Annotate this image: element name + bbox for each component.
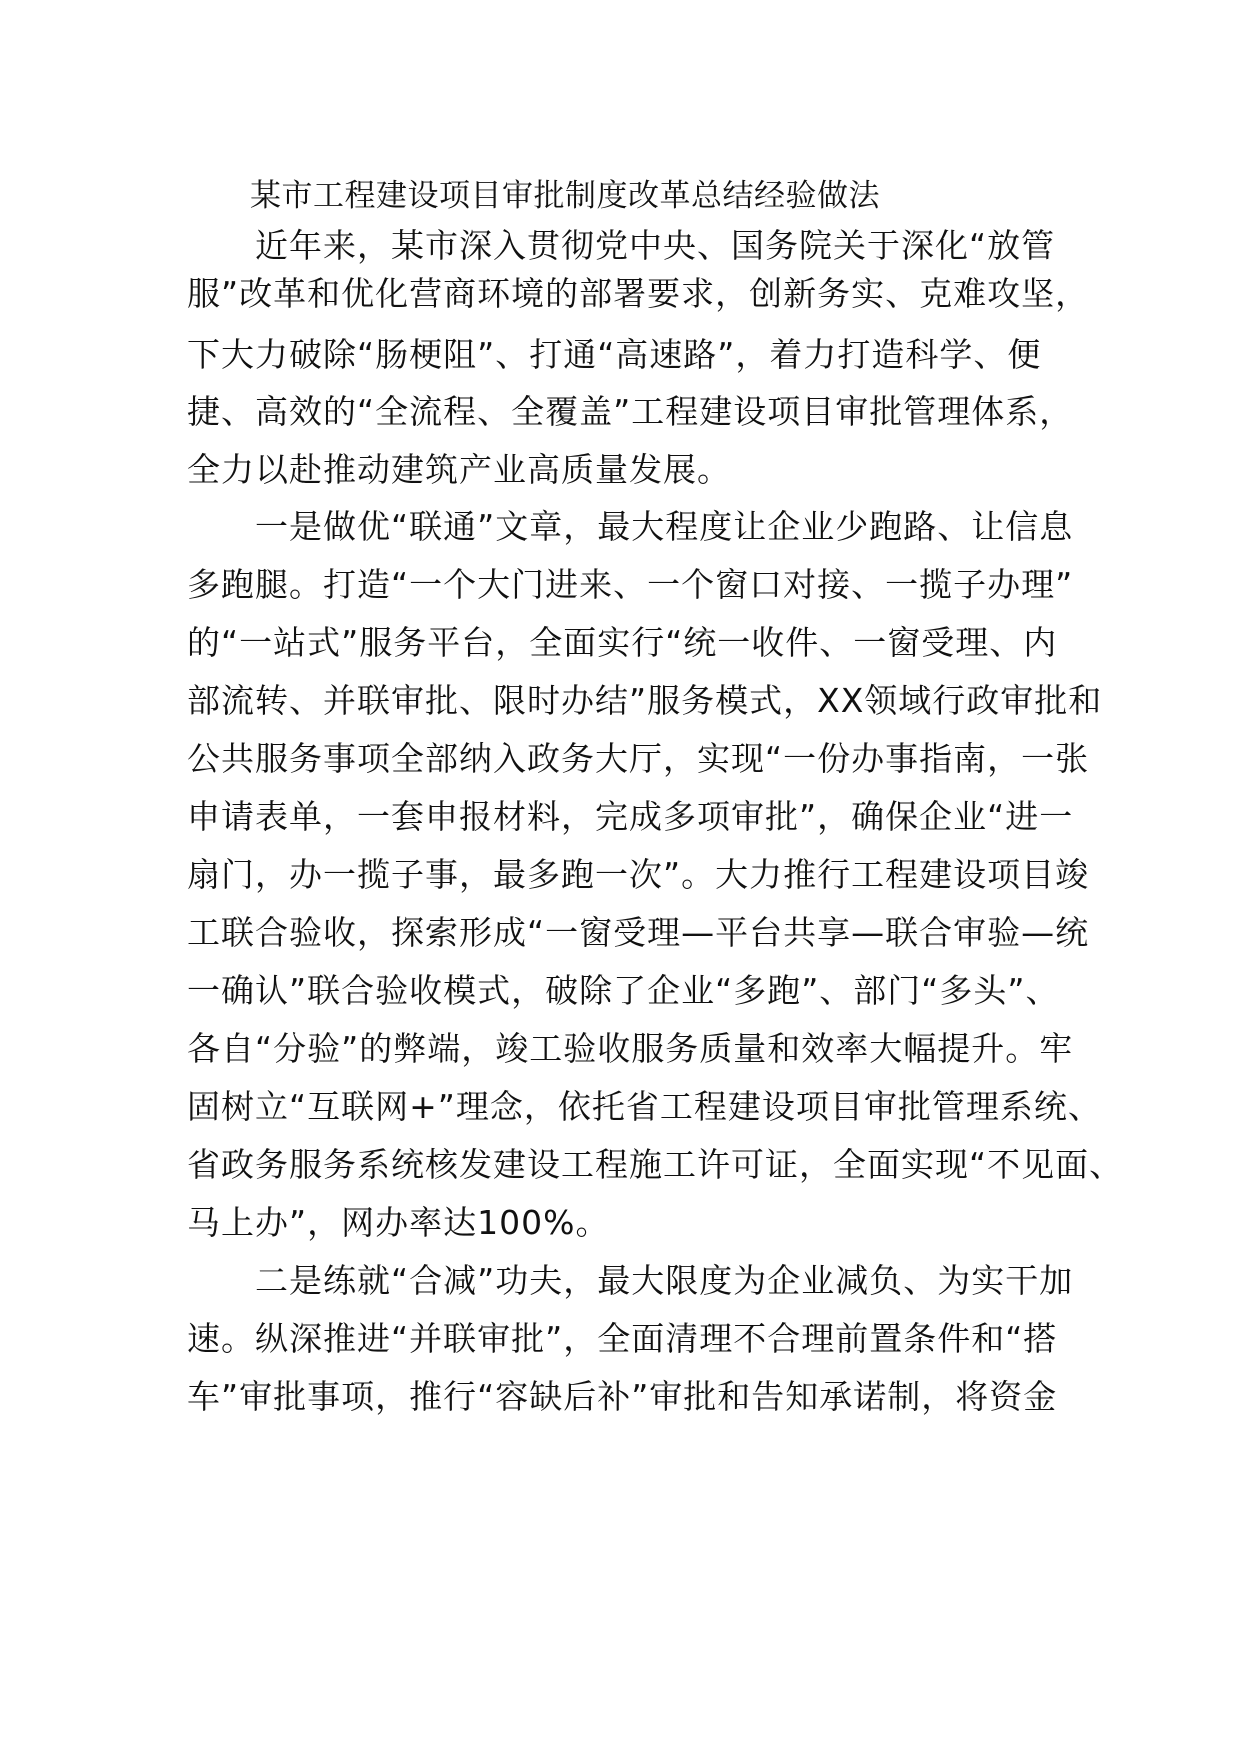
paragraph-line: 公共服务事项全部纳入政务大厅，实现“一份办事指南，一张 bbox=[187, 739, 1090, 778]
paragraph-line: 固树立“互联网+”理念，依托省工程建设项目审批管理系统、 bbox=[187, 1087, 1102, 1126]
paragraph-line: 速。纵深推进“并联审批”，全面清理不合理前置条件和“搭 bbox=[187, 1319, 1058, 1358]
paragraph-line: 近年来，某市深入贯彻党中央、国务院关于深化“放管 bbox=[187, 226, 1056, 265]
paragraph-line: 申请表单，一套申报材料，完成多项审批”，确保企业“进一 bbox=[187, 797, 1074, 836]
paragraph-line: 服”改革和优化营商环境的部署要求，创新务实、克难攻坚， bbox=[187, 274, 1090, 313]
paragraph-line: 全力以赴推动建筑产业高质量发展。 bbox=[187, 450, 731, 489]
paragraph-line: 各自“分验”的弊端，竣工验收服务质量和效率大幅提升。牢 bbox=[187, 1029, 1074, 1068]
paragraph-line: 部流转、并联审批、限时办结”服务模式，XX领域行政审批和 bbox=[187, 681, 1103, 720]
paragraph-line: 多跑腿。打造“一个大门进来、一个窗口对接、一揽子办理” bbox=[187, 565, 1074, 604]
paragraph-line: 扇门，办一揽子事，最多跑一次”。大力推行工程建设项目竣 bbox=[187, 855, 1090, 894]
document-title: 某市工程建设项目审批制度改革总结经验做法 bbox=[250, 178, 880, 214]
paragraph-line: 一确认”联合验收模式，破除了企业“多跑”、部门“多头”、 bbox=[187, 971, 1060, 1010]
paragraph-line: 马上办”，网办率达100%。 bbox=[187, 1203, 610, 1242]
paragraph-line: 车”审批事项，推行“容缺后补”审批和告知承诺制，将资金 bbox=[187, 1377, 1058, 1416]
paragraph-line: 工联合验收，探索形成“一窗受理—平台共享—联合审验—统 bbox=[187, 913, 1090, 952]
paragraph-line: 下大力破除“肠梗阻”、打通“高速路”，着力打造科学、便 bbox=[187, 335, 1042, 374]
paragraph-line: 捷、高效的“全流程、全覆盖”工程建设项目审批管理体系， bbox=[187, 392, 1074, 431]
paragraph-line: 一是做优“联通”文章，最大程度让企业少跑路、让信息 bbox=[187, 507, 1074, 546]
paragraph-line: 二是练就“合减”功夫，最大限度为企业减负、为实干加 bbox=[187, 1261, 1074, 1300]
paragraph-line: 的“一站式”服务平台，全面实行“统一收件、一窗受理、内 bbox=[187, 623, 1058, 662]
paragraph-line: 省政务服务系统核发建设工程施工许可证，全面实现“不见面、 bbox=[187, 1145, 1124, 1184]
